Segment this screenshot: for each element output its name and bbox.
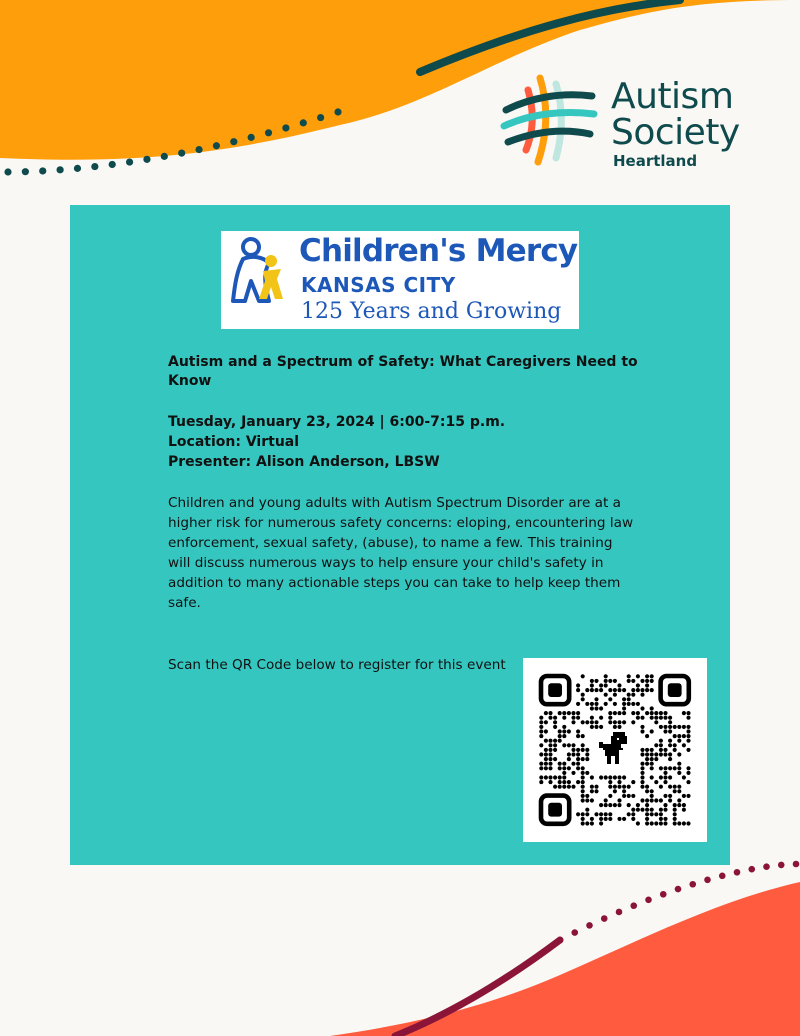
event-description: Children and young adults with Autism Spectrum Disorder are at a higher risk for numerous safety concerns: eloping, encountering law enforcement, sexual safety, (abuse), to name a few. This training will discuss numerous ways to help ensure your child's safety in addition to many actionable steps you can take to help keep them safe. (168, 495, 634, 611)
event-date-time: Tuesday, January 23, 2024 | 6:00-7:15 p.m. (168, 414, 506, 430)
childrens-mercy-logo (221, 231, 579, 329)
event-panel (70, 205, 730, 865)
partner-city: KANSAS CITY (301, 273, 456, 297)
event-meta (168, 412, 638, 472)
partner-tagline: 125 Years and Growing (301, 299, 562, 324)
dinosaur-icon (599, 732, 627, 764)
registration-qr-code[interactable] (523, 658, 707, 842)
event-presenter: Presenter: Alison Anderson, LBSW (168, 454, 440, 470)
event-details (168, 353, 638, 613)
event-location: Location: Virtual (168, 434, 300, 450)
scan-prompt: Scan the QR Code below to register for this event (168, 657, 506, 673)
qr-code-icon[interactable] (523, 658, 707, 842)
logo-word-autism: Autism (611, 76, 734, 117)
logo-word-heartland: Heartland (613, 152, 698, 170)
event-title: Autism and a Spectrum of Safety: What Caregivers Need to Know (168, 354, 638, 389)
logo-word-society: Society (611, 112, 740, 153)
autism-society-logo (500, 70, 760, 170)
bottom-wave-decoration (0, 840, 800, 1036)
childrens-mercy-figure-icon (229, 237, 295, 305)
autism-society-mark-icon (500, 70, 600, 170)
partner-name: Children's Mercy (299, 233, 578, 269)
